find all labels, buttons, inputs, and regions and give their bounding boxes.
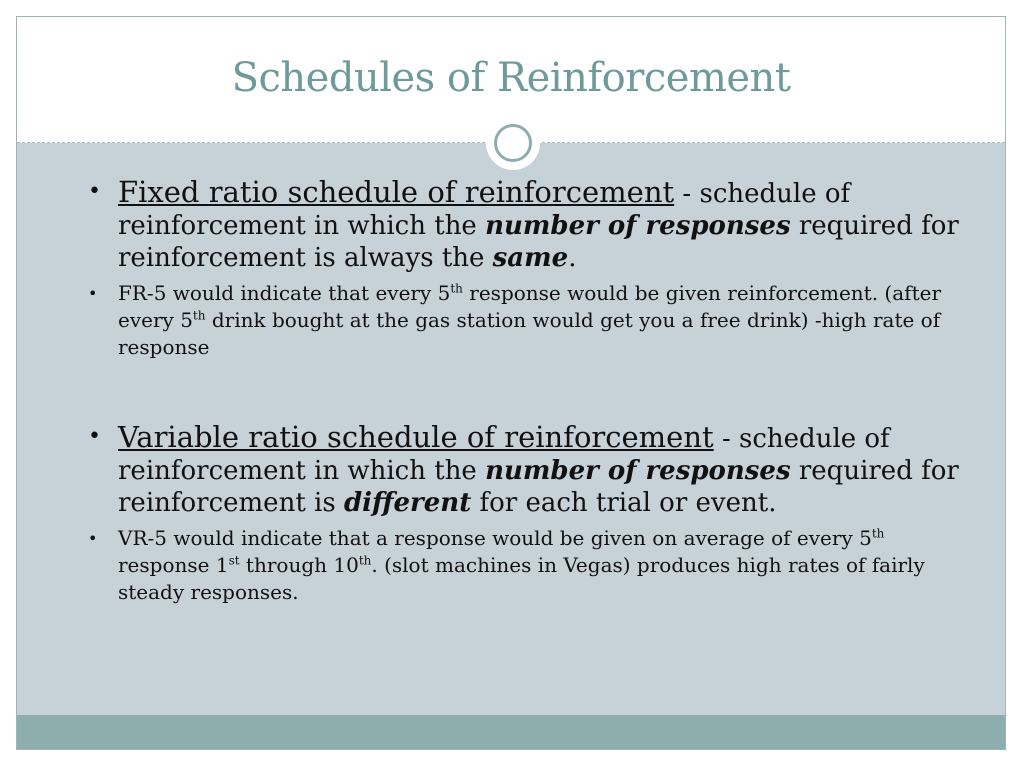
footer-band [17,715,1005,750]
superscript: st [228,553,240,568]
example-text: response would be given reinforcement. (after every 5 [118,281,941,332]
emphasis-text: different [343,488,472,518]
fixed-ratio-item [88,176,968,274]
variable-ratio-term: Variable ratio schedule of reinforcement [118,420,714,454]
example-text: VR-5 would indicate that a response would be given on average of every 5 [118,526,872,550]
example-text: response 1 [118,553,229,577]
fixed-ratio-example [88,280,968,361]
emphasis-text: number of responses [485,211,791,241]
emphasis-text: number of responses [485,456,791,486]
circle-ring [494,124,532,162]
bullet-icon: • [88,179,101,204]
definition-text: schedule of reinforcement in which the [118,424,890,486]
fixed-ratio-term: Fixed ratio schedule of reinforcement [118,175,675,209]
superscript: th [450,281,463,296]
bullet-icon: • [88,529,98,548]
definition-text: for each trial or event. [471,488,777,518]
slide-title: Schedules of Reinforcement [231,55,791,101]
slide-content [88,176,968,606]
example-text: . (slot machines in Vegas) produces high rates of fairly steady responses. [118,553,925,604]
superscript: th [871,526,885,541]
term-separator: - [674,179,700,209]
spacer [88,361,968,421]
definition-text: required for reinforcement is [118,456,959,518]
example-text: through 10 [239,553,359,577]
bullet-icon: • [88,284,98,303]
emphasis-text: same [492,243,569,273]
circle-ornament-icon [486,116,540,170]
superscript: th [358,553,372,568]
definition-text: schedule of reinforcement in which the [118,179,851,241]
superscript: th [192,308,206,323]
example-text: FR-5 would indicate that every 5 [118,281,451,305]
example-text: drink bought at the gas station would get you a free drink) -high rate of response [118,308,941,359]
variable-ratio-item [88,421,968,519]
variable-ratio-example [88,525,968,606]
term-separator: - [713,424,740,454]
bullet-icon: • [88,424,101,449]
definition-text: . [568,243,577,273]
definition-text: required for reinforcement is always the [118,211,959,273]
